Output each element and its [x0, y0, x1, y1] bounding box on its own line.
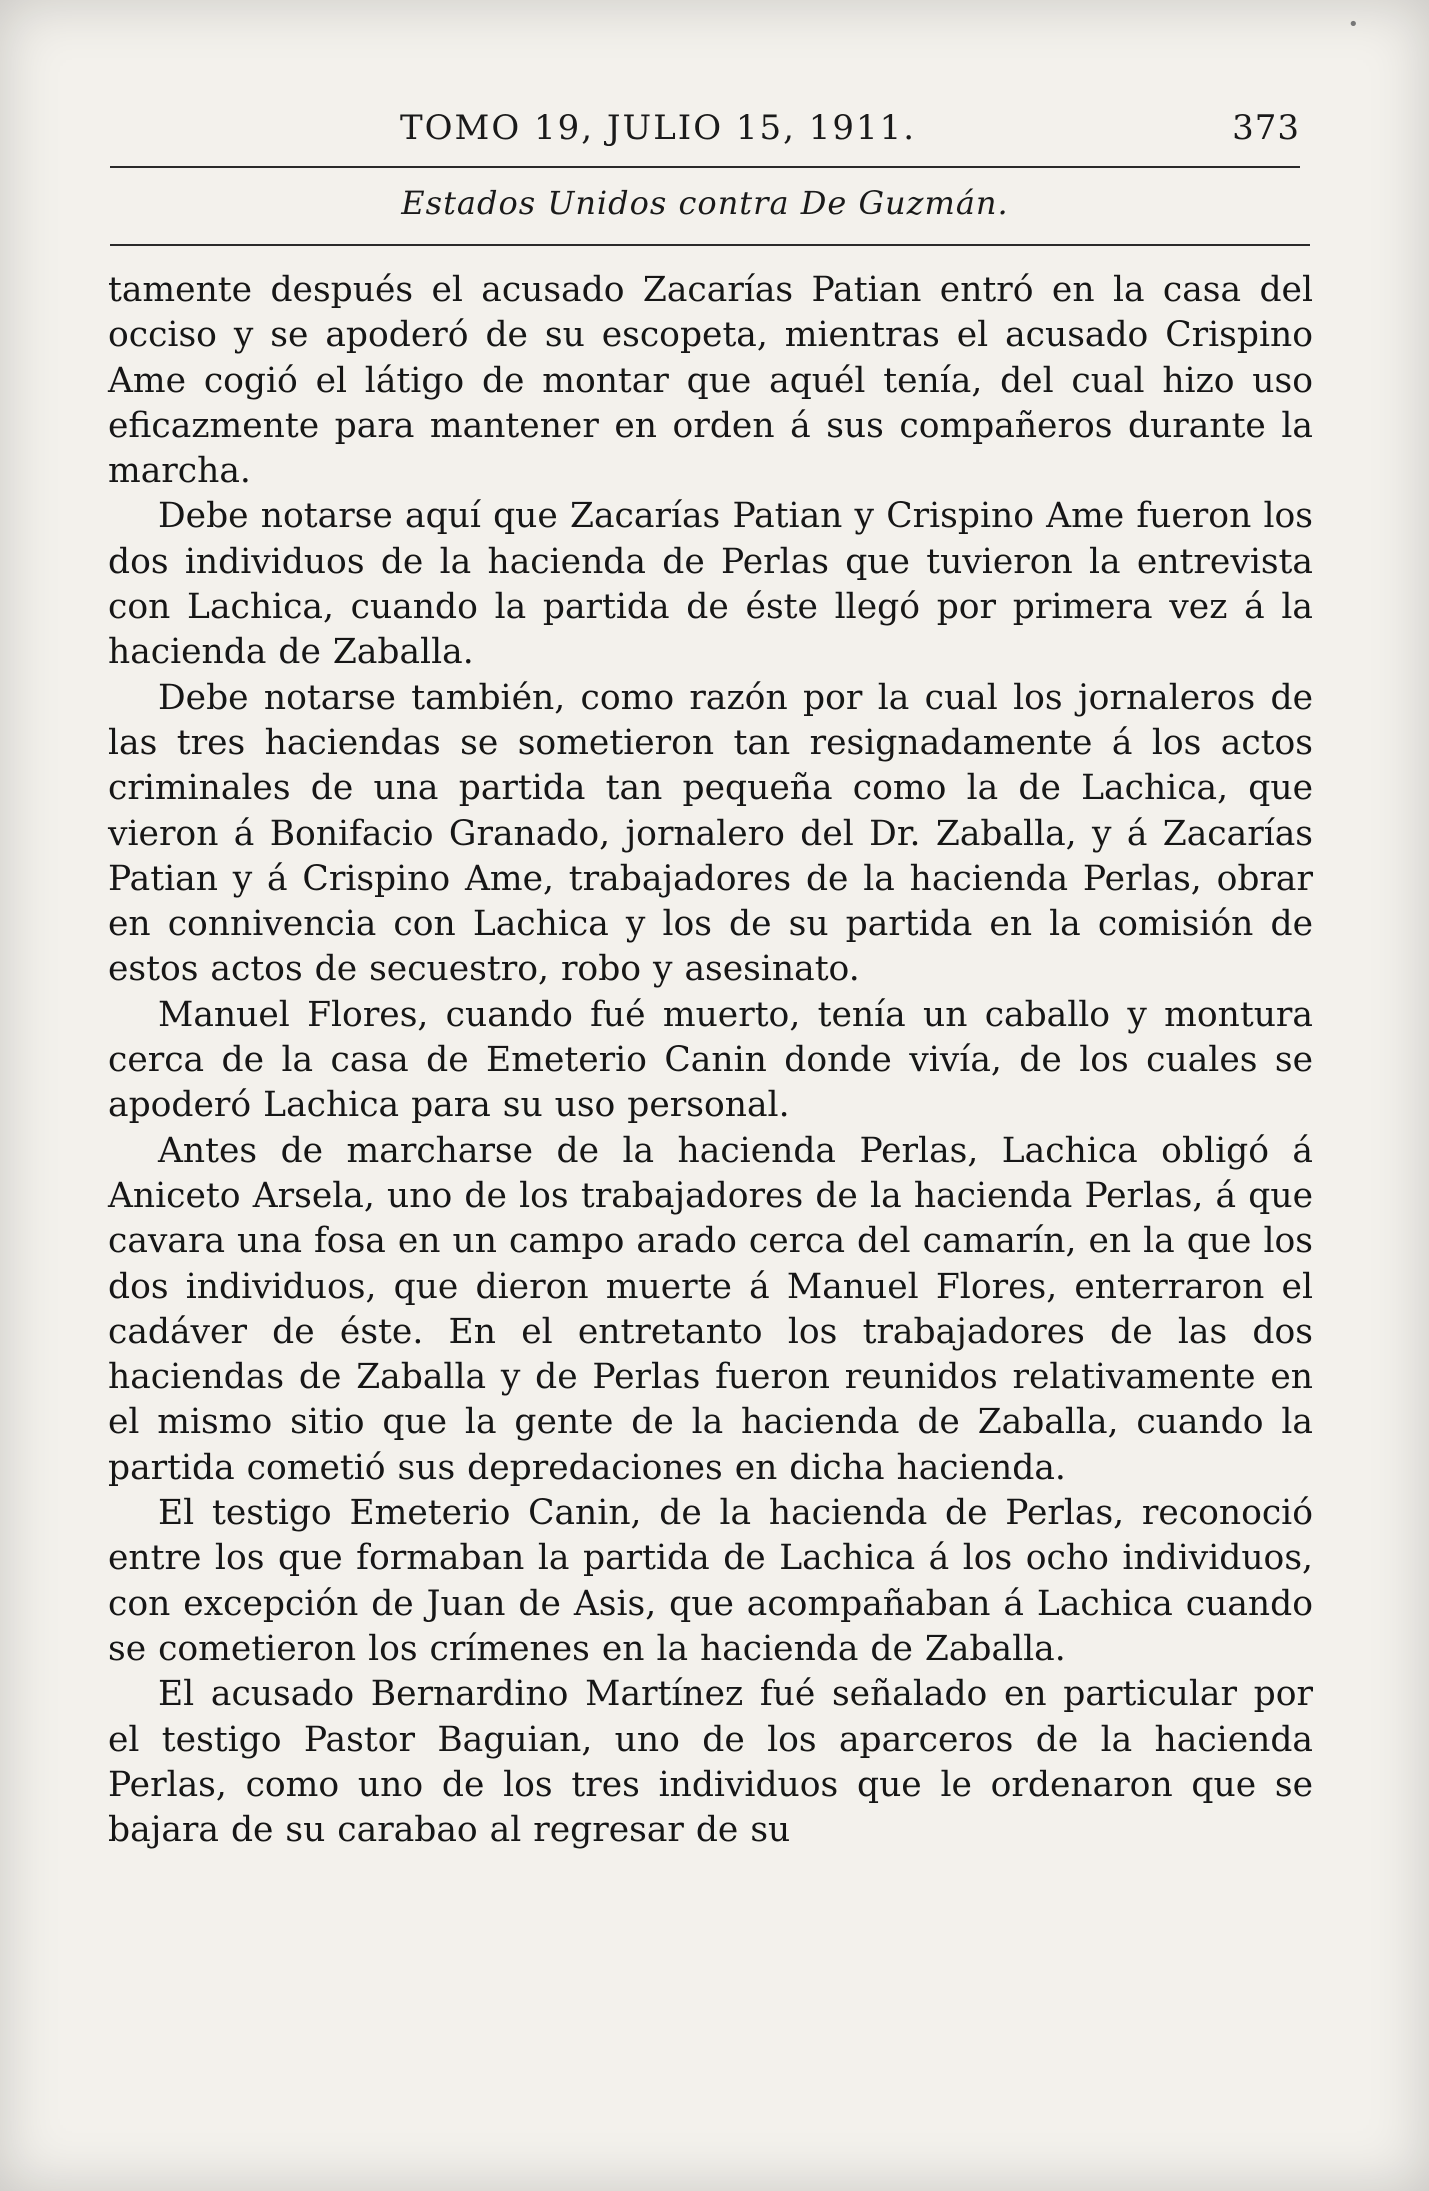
- paragraph: tamente después el acusado Zacarías Patian entró en la casa del occiso y se apoderó de su escopeta, mientras el acusado Crispino Ame cogió el látigo de montar que aquél tenía, del cual hizo uso eficazmente para mantener en orden á sus compañeros durante la marcha.: [108, 270, 1313, 492]
- paragraph: Manuel Flores, cuando fué muerto, tenía un caballo y montura cerca de la casa de Emeterio Canin donde vivía, de los cuales se apoderó Lachica para su uso personal.: [108, 994, 1313, 1126]
- paragraph: El acusado Bernardino Martínez fué señalado en particular por el testigo Pastor Baguian, uno de los aparceros de la hacienda Perlas, como uno de los tres individuos que le ordenaron que se bajara de su carabao al regresar de su: [108, 1674, 1313, 1851]
- case-title: Estados Unidos contra De Guzmán.: [401, 184, 1009, 222]
- paragraph: Debe notarse aquí que Zacarías Patian y Crispino Ame fueron los dos individuos de la hacienda de Perlas que tuvieron la entrevista con Lachica, cuando la partida de éste llegó por primera vez á la hacienda de Zaballa.: [108, 496, 1313, 673]
- body-text: [108, 268, 1313, 1853]
- running-title: TOMO 19, JULIO 15, 1911.: [400, 108, 917, 148]
- page-number: 373: [1232, 108, 1300, 148]
- paragraph: El testigo Emeterio Canin, de la hacienda de Perlas, reconoció entre los que formaban la partida de Lachica á los ocho individuos, con excepción de Juan de Asis, que acompañaban á Lachica cuando se cometieron los crímenes en la hacienda de Zaballa.: [108, 1493, 1313, 1669]
- running-head: [110, 108, 1300, 158]
- scan-speck: •: [1348, 14, 1359, 35]
- paragraph: Antes de marcharse de la hacienda Perlas, Lachica obligó á Aniceto Arsela, uno de los trabajadores de la hacienda Perlas, á que cavara una fosa en un campo arado cerca del camarín, en la que los dos individuos, que dieron muerte á Manuel Flores, enterraron el cadáver de éste. En el entretanto los trabajadores de las dos haciendas de Zaballa y de Perlas fueron reunidos relativamente en el mismo sitio que la gente de la hacienda de Zaballa, cuando la partida cometió sus depredaciones en dicha hacienda.: [108, 1130, 1313, 1488]
- paragraph: Debe notarse también, como razón por la cual los jornaleros de las tres haciendas se sometieron tan resignadamente á los actos criminales de una partida tan pequeña como la de Lachica, que vieron á Bonifacio Granado, jornalero del Dr. Zaballa, y á Zacarías Patian y á Crispino Ame, trabajadores de la hacienda Perlas, obrar en connivencia con Lachica y los de su partida en la comisión de estos actos de secuestro, robo y asesinato.: [108, 677, 1313, 990]
- header-rule-top: [110, 166, 1300, 168]
- header-rule-bottom: [110, 244, 1310, 246]
